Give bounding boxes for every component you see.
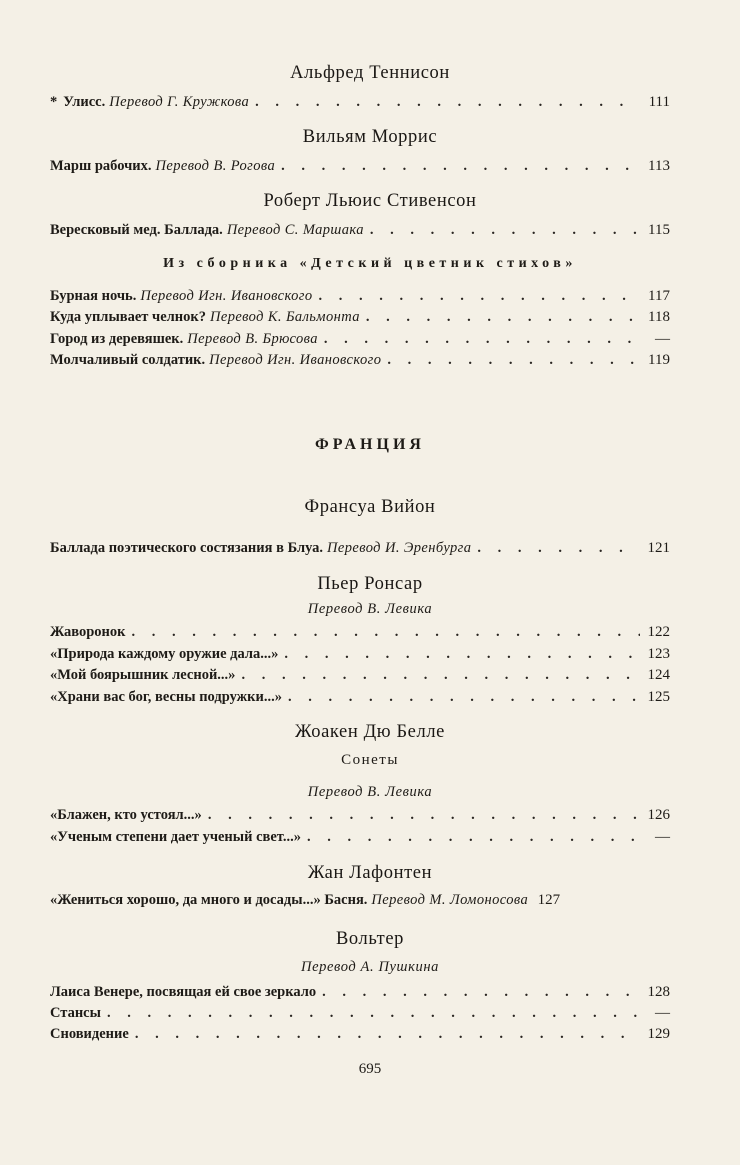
dot-leader	[281, 153, 640, 179]
toc-entry	[50, 684, 670, 710]
entry-title: Вересковый мед. Баллада.	[50, 222, 223, 238]
dot-leader	[288, 684, 640, 710]
translator-line: Перевод А. Пушкина	[301, 959, 439, 975]
toc-entry	[50, 887, 670, 913]
entry-title: «Мой боярышник лесной...»	[50, 667, 236, 683]
page-number: 115	[648, 222, 670, 238]
page-number: 122	[647, 624, 670, 640]
dot-leader	[387, 347, 640, 373]
author-heading: Вольтер	[335, 929, 405, 949]
entry-translator: Перевод С. Маршака	[226, 222, 364, 238]
entry-title: Город из деревяшек.	[50, 331, 184, 347]
author-heading: Франсуа Вийон	[304, 497, 436, 517]
author-heading: Роберт Льюис Стивенсон	[263, 191, 477, 211]
entry-title: «Природа каждому оружие дала...»	[50, 646, 279, 662]
toc-entry	[50, 347, 670, 373]
entry-title: «Блажен, кто устоял...»	[50, 807, 202, 823]
entry-title: «Храни вас бог, весны подружки...»	[50, 689, 282, 705]
entry-title: Лаиса Венере, посвящая ей свое зеркало	[50, 984, 317, 1000]
entry-title: Молчаливый солдатик.	[50, 352, 206, 368]
entry-title: Куда уплывает челнок?	[50, 309, 206, 325]
entry-title: Бурная ночь.	[50, 288, 137, 304]
entry-translator: Перевод К. Бальмонта	[209, 309, 360, 325]
entry-title: Сновидение	[50, 1026, 129, 1042]
dot-leader	[135, 1021, 640, 1047]
page-number: 121	[647, 540, 670, 556]
page-number: 118	[648, 309, 670, 325]
author-heading: Пьер Ронсар	[317, 574, 423, 594]
entry-title: «Ученым степени дает ученый свет...»	[50, 829, 301, 845]
section-subtitle: Сонеты	[341, 752, 399, 768]
page-number: 127	[537, 892, 561, 908]
author-heading: Вильям Моррис	[302, 127, 438, 147]
toc-entry	[50, 89, 670, 115]
author-heading: Жоакен Дю Белле	[295, 722, 445, 742]
entry-translator: Перевод В. Рогова	[155, 158, 276, 174]
entry-title: Баллада поэтического состязания в Блуа.	[50, 540, 324, 556]
entry-title: Жаворонок	[50, 624, 126, 640]
entry-translator: Перевод И. Эренбурга	[327, 540, 472, 556]
entry-title: Стансы	[50, 1005, 101, 1021]
country-heading: ФРАНЦИЯ	[315, 436, 425, 453]
page-number: 124	[647, 667, 670, 683]
dot-leader	[370, 217, 640, 243]
entry-translator: Перевод Игн. Ивановского	[140, 288, 313, 304]
page-number: —	[655, 331, 670, 347]
entry-title: Улисс.	[63, 94, 106, 110]
toc-entry	[50, 217, 670, 243]
page-number: 119	[648, 352, 670, 368]
entry-title: Марш рабочих.	[50, 158, 152, 174]
page-number: 117	[648, 288, 670, 304]
author-heading: Альфред Теннисон	[290, 63, 450, 83]
translator-line: Перевод В. Левика	[307, 784, 433, 800]
dot-leader	[307, 824, 640, 850]
entry-translator: Перевод В. Брюсова	[187, 331, 318, 347]
toc-entry	[50, 153, 670, 179]
dot-leader	[477, 535, 640, 561]
entry-title: «Жениться хорошо, да много и досады...» Басня.	[50, 892, 368, 908]
page-number: —	[655, 829, 670, 845]
entry-translator: Перевод М. Ломоносова	[371, 892, 529, 908]
page-number: —	[655, 1005, 670, 1021]
toc-entry	[50, 824, 670, 850]
toc-entry	[50, 1021, 670, 1047]
page-number: 125	[647, 689, 670, 705]
page-number: 111	[648, 94, 670, 110]
page-number: 129	[647, 1026, 670, 1042]
translator-line: Перевод В. Левика	[307, 601, 433, 617]
page-number: 126	[647, 807, 670, 823]
page-number: 128	[647, 984, 670, 1000]
entry-translator: Перевод Игн. Ивановского	[209, 352, 382, 368]
asterisk-mark: *	[50, 94, 58, 110]
collection-subhead: Из сборника «Детский цветник стихов»	[163, 256, 577, 271]
author-heading: Жан Лафонтен	[307, 863, 433, 883]
page-folio: 695	[358, 1061, 382, 1077]
page-number: 113	[648, 158, 670, 174]
entry-translator: Перевод Г. Кружкова	[109, 94, 250, 110]
page-number: 123	[647, 646, 670, 662]
toc-entry	[50, 535, 670, 561]
dot-leader	[255, 89, 640, 115]
